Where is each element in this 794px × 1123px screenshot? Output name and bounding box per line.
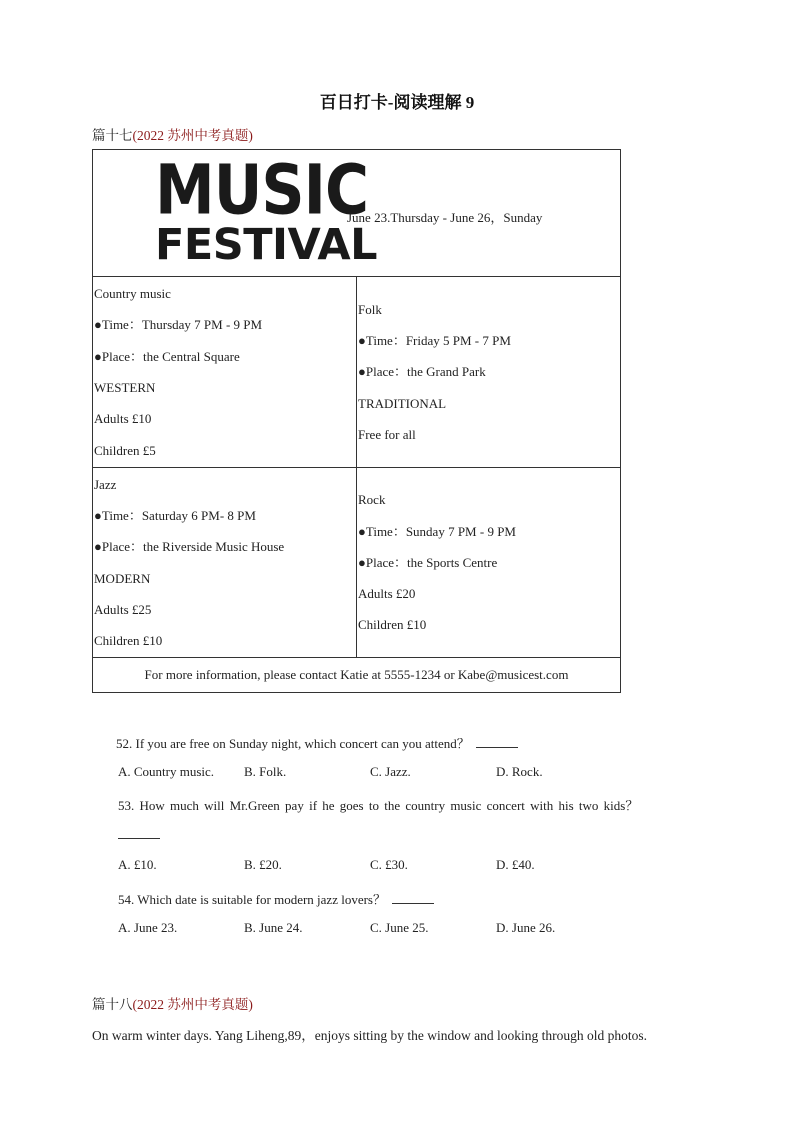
jazz-adult-price: Adults £25 (94, 601, 152, 617)
music-festival-poster (92, 149, 621, 693)
q52-option-d: D. Rock. (496, 764, 543, 779)
section-18-source: (2022 苏州中考真题) (132, 997, 253, 1012)
q54-option-d: D. June 26. (496, 920, 556, 935)
festival-dates: June 23.Thursday - June 26，Sunday (347, 210, 543, 225)
q52-option-b: B. Folk. (244, 764, 287, 779)
country-child-price: Children £5 (94, 442, 156, 458)
rock-genre: Rock (358, 492, 386, 508)
rock-place: ●Place：the Sports Centre (358, 554, 498, 570)
q52-option-a: A. Country music. (118, 764, 215, 779)
folk-time: ●Time：Friday 5 PM - 7 PM (358, 333, 511, 349)
q53-option-c: C. £30. (370, 857, 408, 872)
page-title: 百日打卡-阅读理解 9 (319, 93, 475, 112)
question-54 (118, 889, 434, 908)
jazz-place: ●Place：the Riverside Music House (94, 539, 285, 555)
q54-option-c: C. June 25. (370, 920, 429, 935)
jazz-child-price: Children £10 (94, 633, 163, 649)
q53-option-b: B. £20. (244, 857, 282, 872)
music-festival-logo (155, 150, 378, 270)
jazz-genre: Jazz (94, 476, 117, 492)
answer-blank (476, 735, 518, 748)
country-time: ●Time：Thursday 7 PM - 9 PM (94, 317, 263, 333)
question-52-stem: 52. If you are free on Sunday night, which concert can you attend？ (116, 736, 470, 751)
jazz-time: ●Time：Saturday 6 PM- 8 PM (94, 507, 256, 523)
q53-option-a: A. £10. (118, 857, 157, 872)
rock-cell (357, 468, 621, 658)
country-place: ●Place：the Central Square (94, 348, 240, 364)
answer-blank (392, 891, 434, 904)
rock-time: ●Time：Sunday 7 PM - 9 PM (358, 523, 516, 539)
poster-footer: For more information, please contact Katie at 5555-1234 or Kabe@musicest.com (93, 658, 621, 693)
poster-header (93, 150, 621, 277)
q54-option-a: A. June 23. (118, 920, 178, 935)
folk-price: Free for all (358, 426, 416, 442)
folk-genre: Folk (358, 301, 382, 317)
question-53-stem: 53. How much will Mr.Green pay if he goes to the country music concert with his two kids？ (118, 798, 639, 813)
section-17-label: 篇十七 (92, 128, 133, 143)
q54-option-b: B. June 24. (244, 920, 303, 935)
section-18-label: 篇十八 (92, 997, 133, 1012)
section-18-heading (92, 993, 253, 1013)
jazz-style: MODERN (94, 570, 151, 586)
answer-blank (118, 826, 160, 839)
q52-option-c: C. Jazz. (370, 764, 411, 779)
country-adult-price: Adults £10 (94, 411, 152, 427)
question-52 (116, 733, 518, 752)
rock-child-price: Children £10 (358, 617, 427, 633)
folk-style: TRADITIONAL (358, 395, 447, 411)
question-54-stem: 54. Which date is suitable for modern jazz lovers？ (118, 892, 386, 907)
country-style: WESTERN (94, 380, 156, 395)
country-music-cell (93, 277, 357, 468)
question-53-blank-line (118, 826, 160, 843)
section-17-source: (2022 苏州中考真题) (132, 128, 253, 143)
section-17-heading (92, 124, 253, 144)
folk-place: ●Place：the Grand Park (358, 364, 486, 380)
logo-line-festival: FESTIVAL (155, 220, 378, 270)
jazz-cell (93, 468, 357, 658)
country-genre: Country music (94, 286, 171, 302)
passage-first-line: On warm winter days. Yang Liheng,89，enjoys sitting by the window and looking through old photos. (92, 1028, 647, 1043)
rock-adult-price: Adults £20 (358, 586, 416, 602)
q53-option-d: D. £40. (496, 857, 535, 872)
logo-line-music: MUSIC (155, 150, 368, 231)
folk-cell (357, 277, 621, 468)
